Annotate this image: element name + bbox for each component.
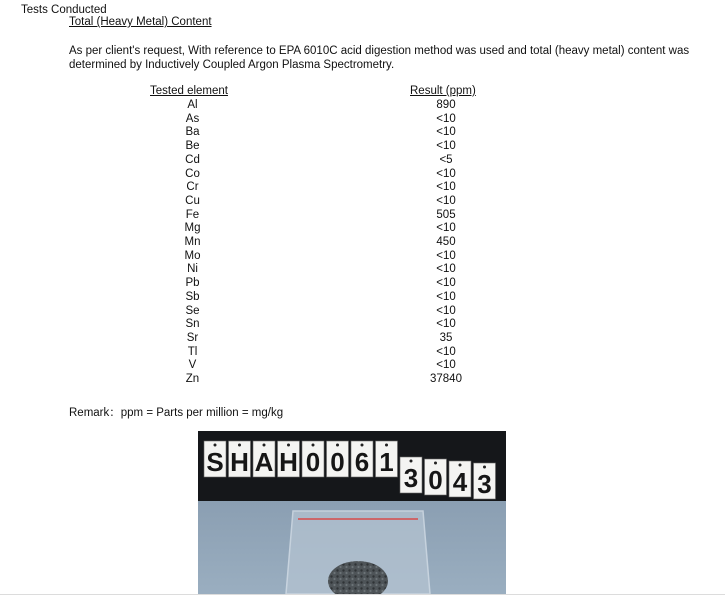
result-cell: <10 (436, 112, 456, 125)
tag-card (400, 457, 422, 493)
result-cell: <10 (436, 290, 456, 303)
tag-card (327, 441, 349, 477)
element-cell: Sr (186, 331, 199, 344)
result-cell: <10 (436, 249, 456, 262)
element-cell: Se (185, 304, 200, 317)
tag-letter: 0 (428, 465, 443, 495)
remark-text: Remark：ppm = Parts per million = mg/kg (69, 407, 284, 419)
tag-card (229, 441, 251, 477)
element-cell: Cu (185, 194, 200, 207)
tag-card (449, 461, 471, 497)
result-cell: <10 (436, 181, 456, 194)
element-cell: Zn (185, 373, 200, 385)
tag-letter: 0 (330, 447, 345, 477)
result-cell: 505 (436, 208, 456, 221)
tag-letter: 4 (452, 467, 468, 497)
result-cell: 890 (436, 99, 456, 111)
result-cell: <10 (436, 194, 456, 207)
section-subheading: Total (Heavy Metal) Content (69, 16, 212, 28)
tests-conducted-heading: Tests Conducted (21, 4, 107, 16)
element-cell: Fe (185, 208, 200, 221)
element-cell: V (188, 359, 197, 372)
column-header-result: Result (ppm) (410, 85, 476, 97)
tag-letter: 3 (477, 469, 492, 499)
element-cell: Cr (186, 181, 199, 194)
result-cell: <10 (436, 126, 456, 139)
tag-letter: H (279, 447, 298, 477)
element-cell: Mg (184, 222, 201, 235)
result-cell: 450 (436, 236, 456, 248)
result-cell: <10 (436, 359, 456, 372)
element-cell: Cd (185, 153, 200, 166)
tag-letter: S (206, 447, 224, 477)
element-cell: Tl (187, 345, 198, 358)
column-header-element: Tested element (150, 85, 228, 97)
tag-card (376, 441, 398, 477)
tag-letter: 0 (305, 447, 321, 477)
element-cell: Be (185, 140, 200, 153)
result-cell: <10 (436, 304, 456, 317)
element-cell: Mo (184, 249, 201, 262)
tag-letter: 3 (403, 463, 419, 493)
result-cell: <10 (436, 167, 456, 180)
element-cell: Ni (187, 263, 198, 276)
bottom-divider (0, 594, 725, 595)
tag-letter: H (230, 447, 249, 477)
tag-card (253, 441, 275, 477)
result-cell: <5 (439, 153, 453, 166)
sample-photo-graphic (198, 431, 506, 594)
tag-letter: A (254, 447, 274, 477)
result-cell: <10 (436, 263, 456, 276)
result-cell: <10 (436, 277, 456, 290)
result-cell: <10 (436, 345, 456, 358)
result-cell: <10 (436, 222, 456, 235)
element-cell: Mn (184, 236, 201, 248)
element-cell: Al (187, 99, 198, 111)
tag-card (425, 459, 447, 495)
tag-card (204, 441, 226, 477)
tag-letter: 1 (379, 447, 394, 477)
element-cell: As (185, 112, 200, 125)
result-cell: 37840 (430, 373, 462, 385)
tag-card (278, 441, 300, 477)
result-cell: <10 (436, 318, 456, 331)
tag-card (302, 441, 324, 477)
tag-letter: 6 (354, 447, 370, 477)
result-cell: 35 (439, 331, 453, 344)
element-cell: Co (185, 167, 200, 180)
tag-card (351, 441, 373, 477)
tag-card (474, 463, 496, 499)
result-cell: <10 (436, 140, 456, 153)
element-cell: Sb (185, 290, 200, 303)
element-cell: Pb (185, 277, 200, 290)
element-cell: Ba (185, 126, 200, 139)
method-paragraph: As per client's request, With reference to EPA 6010C acid digestion method was used and total (heavy metal) content was determined by Inductively Coupled Argon Plasma Spectrometry. (69, 45, 690, 71)
element-cell: Sn (185, 318, 200, 331)
sample-photo (198, 431, 506, 594)
